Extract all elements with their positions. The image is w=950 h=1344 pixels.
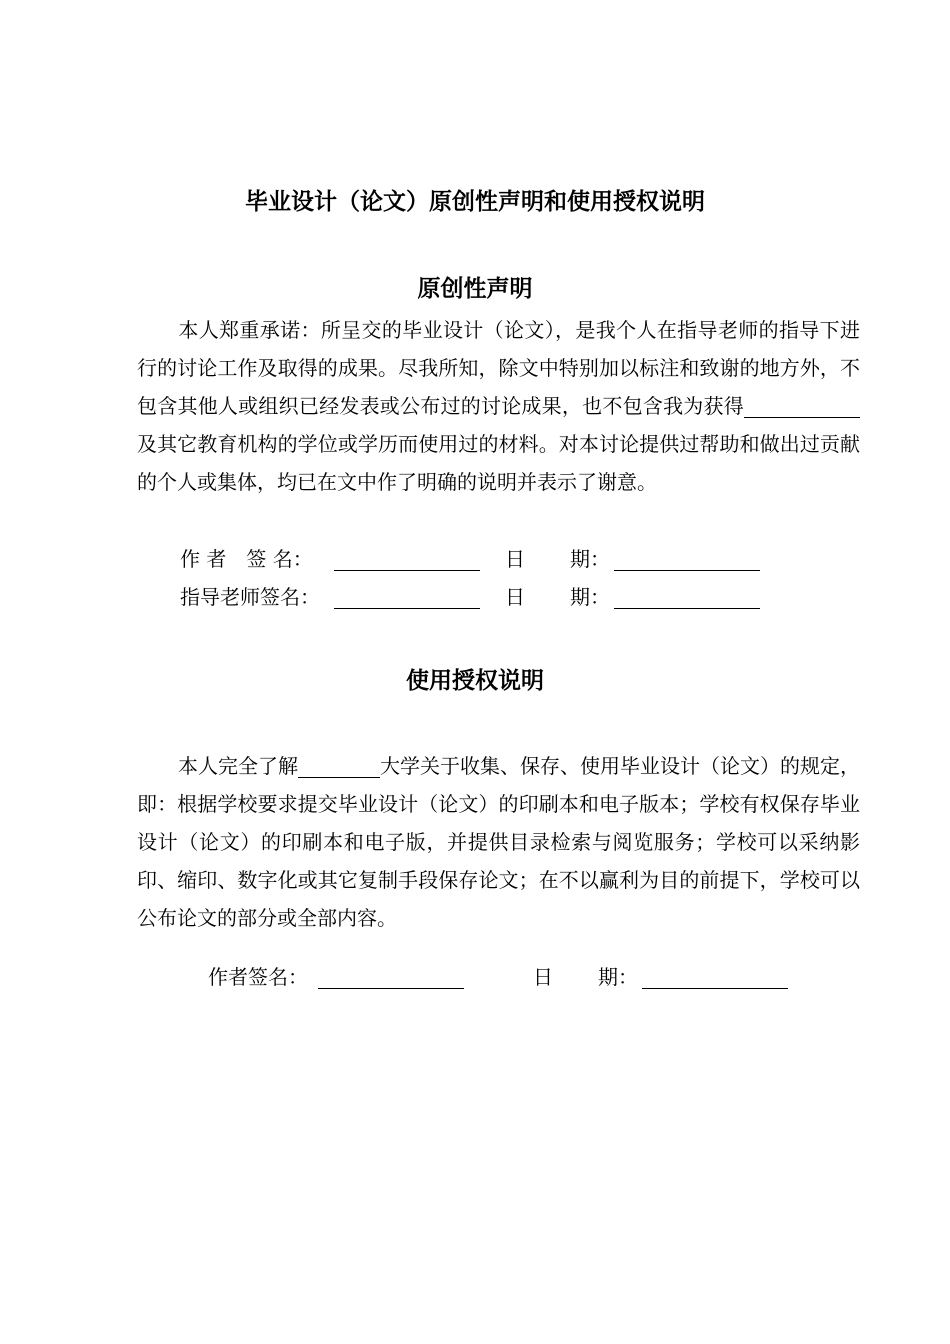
originality-text-part1: 本人郑重承诺：所呈交的毕业设计（论文），是我个人在指导老师的指导下进行的讨论工作及取得的成果。尽我所知，除文中特别加以标注和致谢的地方外，不包含其他人或组织已经发表或公布过的讨论成果，也不包含我为获得	[137, 318, 860, 418]
originality-heading: 原创性声明	[417, 275, 533, 302]
authorization-date-line	[642, 988, 788, 989]
author-signature-label: 作 者 签 名：	[180, 547, 313, 571]
authorization-signature-row	[208, 962, 808, 992]
auth-date-label-char1: 日	[533, 965, 553, 989]
document-title: 毕业设计（论文）原创性声明和使用授权说明	[245, 188, 705, 215]
advisor-signature-label: 指导老师签名：	[180, 585, 320, 609]
authorization-text-part1: 本人完全了解	[178, 754, 298, 778]
authorization-signature-line	[318, 988, 464, 989]
date-label-char1: 日	[505, 547, 525, 571]
originality-text-part2: 及其它教育机构的学位或学历而使用过的材料。对本讨论提供过帮助和做出过贡献的个人或集体，均已在文中作了明确的说明并表示了谢意。	[137, 432, 860, 494]
authorization-text-part2: 大学关于收集、保存、使用毕业设计（论文）的规定，即：根据学校要求提交毕业设计（论文）的印刷本和电子版本；学校有权保存毕业设计（论文）的印刷本和电子版，并提供目录检索与阅览服务；学校可以采纳影印、缩印、数字化或其它复制手段保存论文；在不以赢利为目的前提下，学校可以公布论文的部分或全部内容。	[137, 754, 860, 930]
date2-label-char1: 日	[505, 585, 525, 609]
university-blank-line	[298, 753, 380, 778]
degree-blank-line	[744, 393, 860, 418]
date2-label-char2: 期：	[570, 585, 610, 609]
authorization-signature-label: 作者签名：	[208, 965, 308, 989]
author-signature-row	[180, 544, 780, 574]
advisor-signature-line	[334, 608, 480, 609]
authorization-paragraph	[137, 747, 860, 937]
auth-date-label-char2: 期：	[598, 965, 638, 989]
advisor-date-line	[614, 608, 760, 609]
advisor-signature-row	[180, 582, 780, 612]
originality-paragraph	[137, 311, 860, 501]
authorization-heading: 使用授权说明	[406, 667, 544, 694]
author-signature-line	[334, 570, 480, 571]
author-date-line	[614, 570, 760, 571]
date-label-char2: 期：	[570, 547, 610, 571]
